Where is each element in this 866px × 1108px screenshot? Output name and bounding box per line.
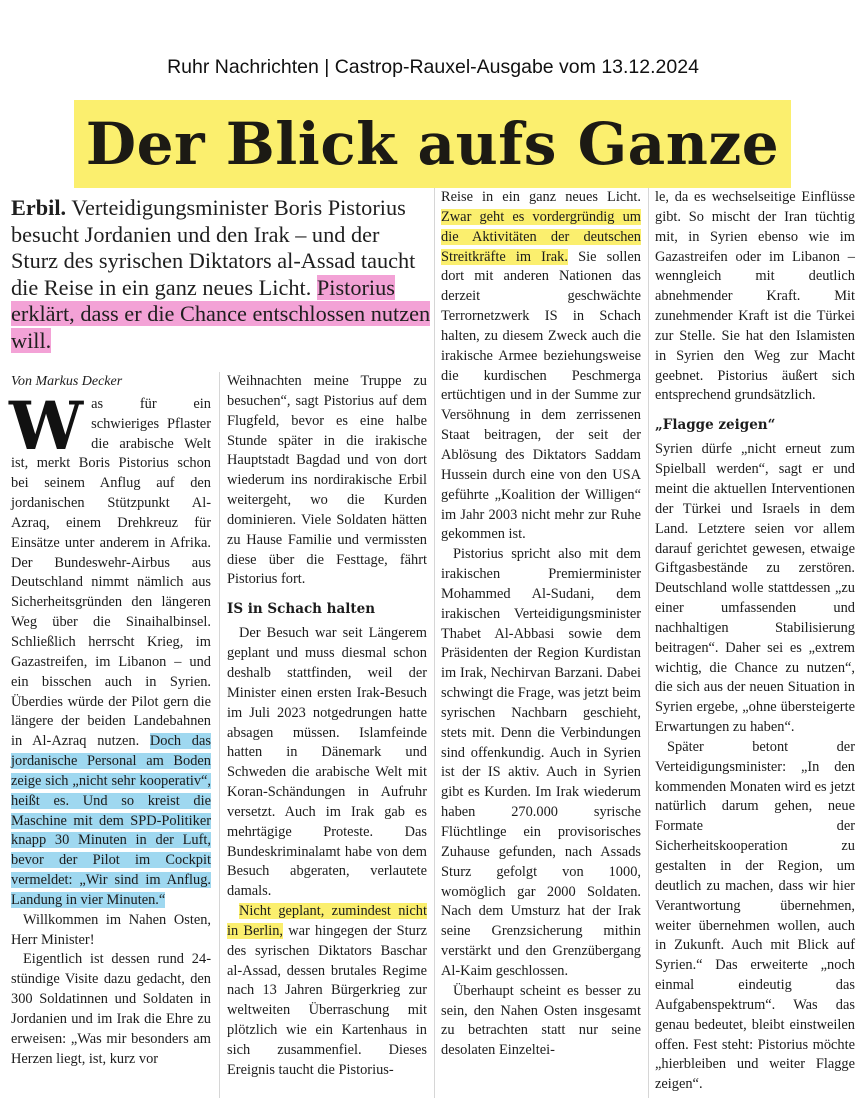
highlighted-quote: Doch das jordanische Personal am Boden zeige sich „nicht sehr kooperativ“, heißt es. Und so kreist die Maschine mit dem SPD-Politiker knapp 30 Minuten in der Luft, bevor der Pilot im Cockpit vermeldet: „Wir sind im Anflug. Landung in vier Minuten.“ [11,733,211,908]
paragraph: Weihnachten meine Truppe zu besuchen“, sagt Pistorius auf dem Flugfeld, bevor es eine halbe Stunde später in die irakische Hauptstadt Bagdad und von dort wiederum ins nordirakische Erbil weitergeht, wo die Kurden dominieren. Viele Soldaten hätten zu Hause Familie und vermissten diese über die Festtage, fährt Pistorius fort. [227,373,427,588]
paragraph [9,386,211,911]
paragraph-text: Reise in ein ganz neues Licht. [441,189,641,205]
paragraph-text: Sie sollen dort mit anderen Nationen das derzeit geschwächte Terrornetzwerk IS in Schach halten, zu diesem Zweck auch die irakische Armee beziehungsweise die kurdischen Peschmerga ertüchtigen und in der Summe zur Versöhnung in dem zerrissenen Staat beitragen, der seit der Ablösung des Diktators Saddam Hussein durch eine von den USA geführte „Koalition der Willigen“ im Jahr 2003 nicht mehr zur Ruhe gekommen ist. [441,248,641,543]
column-divider [219,372,220,1098]
paragraph: Der Besuch war seit Längerem geplant und muss diesmal schon deshalb stattfinden, weil der Minister einen ersten Irak-Besuch im Juli 2023 notgedrungen hatte absagen müssen. Islamfeinde hatten in Dänemark und Schweden die arabische Welt mit Koran-Schändungen in Aufruhr versetzt. Auch im Irak gab es mehrtägige Proteste. Das Bundeskriminalamt habe von dem Besuch abgeraten, verlautete damals. [227,625,427,900]
paragraph-text: war hingegen der Sturz des syrischen Diktators Baschar al-Assad, dessen brutales Regime nach 13 Jahren Bürgerkrieg zur weltweiten Überraschung mit plötzlich wie ein Kartenhaus in sich zusammenfiel. Dieses Ereignis taucht die Pistorius- [227,922,427,1078]
lead-highlight: Pistorius erklärt, dass er die Chance entschlossen nutzen will. [11,274,431,353]
article-column-2 [227,372,427,1081]
subheading: „Flagge zeigen“ [655,417,776,434]
paragraph: Später betont der Verteidigungsminister: „In den kommenden Monaten wird es jetzt natürlich darum gehen, neue Formate der Sicherheitskooperation zu gestalten in der Region, um deutlich zu machen, dass wir hier Verantwortung übernehmen, weiter übernehmen wollen, auch in Zukunft. Auch mit Blick auf Syrien.“ Das erweiterte „noch einmal eindeutig das Aufgabenspektrum“. Was das genau bedeutet, bleibt einstweilen offen. Fest steht: Pistorius möchte „hierbleiben und weiter Flagge zeigen“. [655,738,855,1093]
paragraph [227,902,427,1081]
paragraph: Überhaupt scheint es besser zu sein, den Nahen Osten insgesamt zu betrachten statt nur seine desolaten Einzeltei- [441,982,641,1059]
byline: Von Markus Decker [11,374,123,389]
paragraph: le, da es wechselseitige Einflüsse gibt. So mischt der Iran tüchtig mit, in Syrien ebenso wie im Gazastreifen oder im Libanon – wenngleich mit deutlich abnehmender Kraft. Mit zunehmender Kraft ist die Türkei zur Stelle. Sie hat den Islamisten in Syrien den Weg zur Macht geebnet. Pistorius äußert sich entsprechend grundsätzlich. [655,189,855,404]
highlighted-phrase: Nicht geplant, zumindest nicht in Berlin, [227,903,427,939]
headline: Der Blick aufs Ganze [85,110,780,178]
column-divider [434,188,435,1098]
column-divider [648,188,649,1098]
paragraph-text: as für ein schwieriges Pflaster die arabische Welt ist, merkt Boris Pistorius schon bei seinem Anflug auf den jordanischen Stützpunkt Al-Azraq, einem Drehkreuz für Einsätze unter anderem in Afrika. Der Bundeswehr-Airbus aus Deutschland nimmt nämlich aus Sicherheitsgründen den längeren Weg über die Sinaihalbinsel. Schließlich herrscht Krieg, im Gazastreifen, im Libanon – und ein bisschen auch in Syrien. Überdies würde der Pilot gern die längere der beiden Landebahnen in Al-Azraq nutzen. [11,395,211,750]
paragraph: Eigentlich ist dessen rund 24-stündige Visite dazu gedacht, den 300 Soldatinnen und Soldaten in Jordanien und im Irak die Ehre zu erweisen: „Was mir besonders am Herzen liegt, ist, kurz vor [11,951,211,1067]
subheading: IS in Schach halten [227,601,376,618]
paragraph [441,188,641,545]
article-column-1 [11,372,211,1070]
article-column-4 [655,188,855,1095]
lead-paragraph [11,195,431,354]
highlighted-phrase: Zwar geht es vordergründig um die Aktivitäten der deutschen Streitkräfte im Irak. [441,208,641,265]
drop-cap: W [9,386,84,465]
paragraph: Pistorius spricht also mit dem irakischen Premierminister Mohammed Al-Sudani, dem irakischen Verteidigungsminister Thabet Al-Abbasi sowie dem Präsidenten der Region Kurdistan im Irak, Nechirvan Barzani. Dabei schwingt die Frage, was jetzt beim syrischen Nachbarn geschieht, stets mit. Denn die Verbindungen sind offenkundig. Auch in Syrien ist der IS aktiv. Auch in Syrien gibt es Kurden. Im Irak wiederum haben 270.000 syrische Flüchtlinge ein provisorisches Zuhause gefunden, nach Assads Sturz gefolgt von 1000, womöglich gar 2000 Soldaten. Nach dem Umsturz hat der Irak seine Grenzsicherung mithin verstärkt und den Grenzübergang Al-Kaim geschlossen. [441,546,641,979]
paragraph: Syrien dürfe „nicht erneut zum Spielball werden“, sagt er und meint die aktuellen Interventionen der Türkei und Israels in dem Land. Letztere seien vor allem darauf gerichtet gewesen, etwaige Giftgasbestände zu zerstören. Deutschland wolle stattdessen „zu einer umfassenden und nachhaltigen Stabilisierung beitragen“. Daher sei es „extrem wichtig, die Chance zu nutzen“, die sich aus der neuen Situation in Syrien ergebe, „ohne übersteigerte Erwartungen zu haben“. [655,441,855,736]
source-line: Ruhr Nachrichten | Castrop-Rauxel-Ausgabe vom 13.12.2024 [167,56,699,78]
article-column-3 [441,188,641,1061]
lead-location: Erbil. [11,195,67,220]
paragraph: Willkommen im Nahen Osten, Herr Minister! [11,911,211,948]
lead-text: Verteidigungsminister Boris Pistorius besucht Jordanien und den Irak – und der Sturz des syrischen Diktators al-Assad taucht die Reise in ein ganz neues Licht. [11,195,416,300]
